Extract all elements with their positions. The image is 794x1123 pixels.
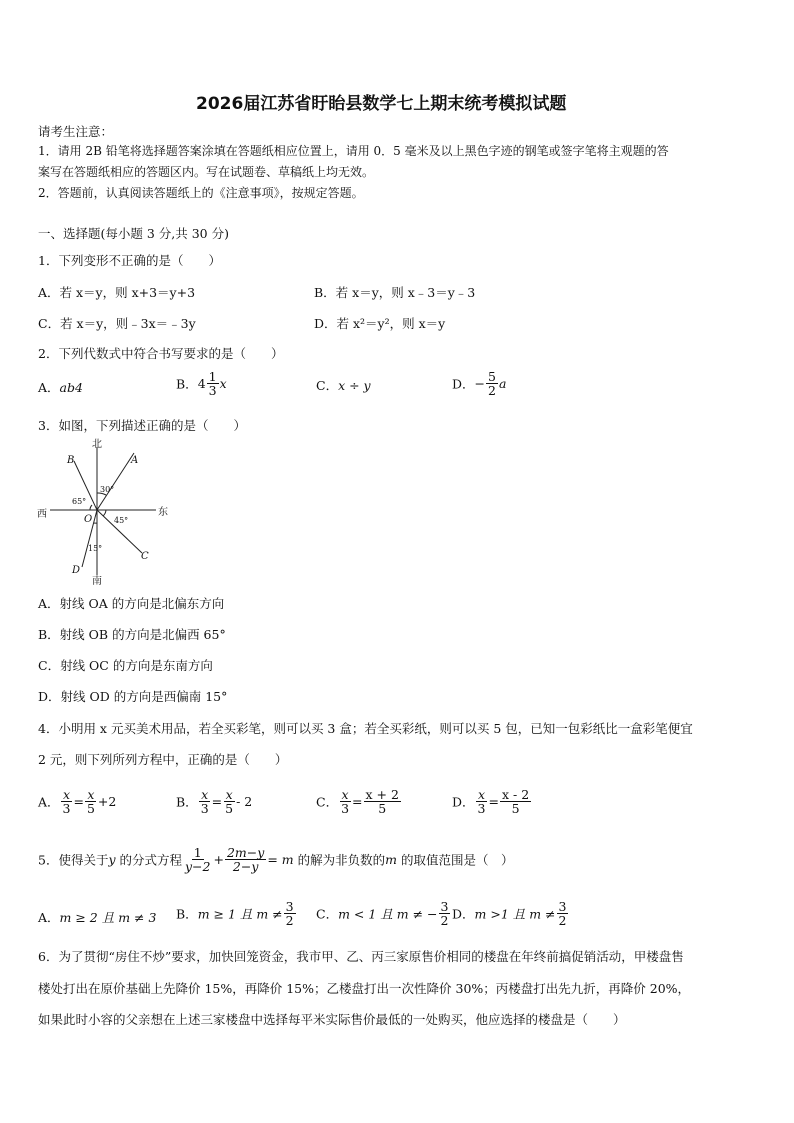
q5-option-c — [316, 900, 451, 927]
q2-option-b-label: B． — [176, 376, 198, 392]
q2-option-c-expr: x ÷ y — [338, 378, 371, 393]
q5-c-num: 3 — [440, 899, 449, 914]
q4-option-a-label: A． — [38, 794, 60, 810]
label-south: 南 — [92, 576, 102, 585]
q5-suffix-2: 的取值范围是（ ） — [396, 852, 514, 868]
q1-option-b: B．若 x＝y，则 x﹣3＝y﹣3 — [314, 285, 476, 300]
q4-b-r-num: x — [225, 787, 233, 802]
q3-option-d: D．射线 OD 的方向是西偏南 15° — [38, 689, 228, 704]
arc-65 — [90, 505, 92, 510]
q5-f1-den: y−2 — [185, 859, 211, 875]
angle-15: 15° — [88, 544, 103, 553]
q5-option-d-expr: m >1 且 m ≠ — [474, 906, 556, 922]
q4-d-r-den: 5 — [511, 801, 520, 817]
q5-f1-num: 1 — [193, 845, 202, 860]
q4-option-c — [316, 788, 402, 815]
q5-option-a-expr: m ≥ 2 且 m ≠ 3 — [59, 910, 157, 925]
q4-option-c-label: C． — [316, 794, 339, 810]
section-heading: 一、选择题(每小题 3 分,共 30 分) — [38, 226, 229, 241]
q2-option-d-sign: − — [474, 376, 486, 392]
q4-option-a-right — [85, 788, 97, 815]
q5-b-den: 2 — [285, 913, 294, 929]
q4-option-d-right — [500, 788, 531, 815]
q2-option-d-num: 5 — [488, 369, 496, 384]
q5-var-m: m — [385, 852, 397, 868]
label-east: 东 — [158, 507, 168, 518]
q5-d-den: 2 — [558, 913, 567, 929]
q5-f2-num: 2m−y — [226, 845, 265, 860]
q5-prefix: 5．使得关于 — [38, 852, 109, 868]
q2-option-a-label: A． — [38, 380, 60, 395]
q4-b-eq: = — [211, 794, 223, 810]
q4-stem-line-1: 4．小明用 x 元买美术用品，若全买彩笔，则可以买 3 盒；若全买彩纸，则可以买 5 包，已知一包彩纸比一盒彩笔便宜 — [38, 721, 693, 736]
q2-option-d-var: a — [498, 376, 507, 392]
q4-c-eq: = — [352, 794, 363, 810]
arc-45 — [103, 510, 106, 516]
q3-option-b: B．射线 OB 的方向是北偏西 65° — [38, 627, 226, 642]
angle-65: 65° — [72, 497, 87, 506]
q5-option-c-label: C． — [316, 906, 339, 922]
q2-option-c-label: C． — [316, 378, 339, 393]
q4-a-tail: +2 — [97, 794, 117, 810]
q4-option-b — [176, 788, 252, 815]
q5-d-num: 3 — [558, 899, 567, 914]
q2-option-b-var: x — [219, 376, 227, 392]
q2-option-a — [38, 380, 83, 396]
q5-var-y: y — [108, 852, 116, 868]
q4-b-tail: - 2 — [236, 794, 253, 810]
q5-eq: = m — [267, 852, 294, 868]
q4-option-b-label: B． — [176, 794, 198, 810]
q5-option-d-label: D． — [452, 906, 475, 922]
q5-mid: 的分式方程 — [115, 852, 182, 868]
q4-b-r-den: 5 — [225, 801, 234, 817]
q3-option-a: A．射线 OA 的方向是北偏东方向 — [38, 596, 225, 611]
q5-fraction-2 — [225, 846, 266, 873]
notice-item-1-line-2: 案写在答题纸相应的答题区内。写在试题卷、草稿纸上均无效。 — [38, 165, 375, 179]
label-c: C — [141, 551, 149, 562]
q4-option-b-right — [223, 788, 235, 815]
q5-option-b-expr: m ≥ 1 且 m ≠ — [197, 906, 283, 922]
label-north: 北 — [92, 439, 102, 450]
q2-option-b-whole: 4 — [197, 376, 206, 392]
q2-option-b-num: 1 — [208, 369, 217, 384]
q1-stem: 1．下列变形不正确的是（ ） — [38, 253, 221, 268]
q5-c-den: 2 — [440, 913, 449, 929]
q4-a-r-num: x — [87, 787, 95, 802]
q2-option-b — [176, 370, 227, 397]
q5-option-d-fraction — [557, 900, 569, 927]
q5-fraction-1 — [183, 846, 213, 873]
compass-figure — [34, 437, 174, 585]
q5-f2-den: 2−y — [232, 859, 259, 875]
q4-a-l-num: x — [62, 787, 71, 802]
q5-option-b-fraction — [284, 900, 296, 927]
q4-a-l-den: 3 — [62, 801, 71, 817]
q4-option-b-left — [199, 788, 211, 815]
q4-stem-line-2: 2 元，则下列所列方程中，正确的是（ ） — [38, 752, 288, 767]
q3-option-c: C．射线 OC 的方向是东南方向 — [38, 658, 213, 673]
label-b: B — [67, 455, 75, 466]
q2-option-b-fraction — [207, 370, 219, 397]
q5-plus: + — [213, 852, 224, 868]
notice-heading: 请考生注意： — [38, 124, 114, 139]
q4-c-l-num: x — [341, 787, 349, 802]
q4-d-eq: = — [488, 794, 499, 810]
q4-b-l-den: 3 — [200, 801, 209, 817]
q5-option-a — [38, 910, 156, 926]
q5-b-num: 3 — [285, 899, 294, 914]
q5-suffix-1: 的解为非负数的 — [293, 852, 386, 868]
q4-option-d-label: D． — [452, 794, 475, 810]
label-o: O — [84, 514, 93, 525]
q5-option-b — [176, 900, 297, 927]
notice-item-2: 2．答题前，认真阅读答题纸上的《注意事项》，按规定答题。 — [38, 186, 364, 200]
q2-option-d — [452, 370, 506, 397]
q5-stem — [38, 846, 513, 873]
q5-option-c-expr: m < 1 且 m ≠ − — [338, 906, 438, 922]
q4-c-r-den: 5 — [378, 801, 387, 817]
label-a: A — [131, 455, 139, 466]
q2-option-d-label: D． — [452, 376, 475, 392]
q6-stem-line-1: 6．为了贯彻“房住不炒”要求，加快回笼资金，我市甲、乙、丙三家原售价相同的楼盘在年终前搞促销活动，甲楼盘售 — [38, 949, 684, 964]
q5-option-b-label: B． — [176, 906, 198, 922]
q4-option-a-left — [61, 788, 73, 815]
q2-option-d-fraction — [486, 370, 498, 397]
q4-option-c-right — [364, 788, 401, 815]
q2-stem: 2．下列代数式中符合书写要求的是（ ） — [38, 346, 284, 361]
q5-option-c-fraction — [439, 900, 451, 927]
angle-30: 30° — [100, 485, 115, 494]
q4-b-l-num: x — [201, 787, 209, 802]
q6-stem-line-2: 楼处打出在原价基础上先降价 15%，再降价 15%；乙楼盘打出一次性降价 30%；丙楼盘打出先九折，再降价 20%， — [38, 981, 691, 996]
q4-option-d — [452, 788, 532, 815]
q1-option-a: A．若 x＝y，则 x+3＝y+3 — [38, 285, 196, 300]
page-title: 2026届江苏省盱眙县数学七上期末统考模拟试题 — [196, 94, 567, 114]
q4-d-l-num: x — [477, 787, 486, 802]
label-west: 西 — [37, 509, 47, 520]
notice-item-1-line-1: 1．请用 2B 铅笔将选择题答案涂填在答题纸相应位置上，请用 0．5 毫米及以上黑色字迹的钢笔或签字笔将主观题的答 — [38, 144, 669, 158]
q4-a-eq: = — [73, 794, 84, 810]
q4-c-l-den: 3 — [341, 801, 350, 817]
q5-option-d — [452, 900, 569, 927]
q4-c-r-num: x + 2 — [365, 787, 399, 802]
q4-a-r-den: 5 — [86, 801, 95, 817]
q1-option-d: D．若 x²＝y²，则 x＝y — [314, 316, 446, 331]
q4-option-a — [38, 788, 116, 815]
q6-stem-line-3: 如果此时小容的父亲想在上述三家楼盘中选择每平米实际售价最低的一处购买，他应选择的楼盘是（ ） — [38, 1012, 626, 1027]
q5-option-a-label: A． — [38, 910, 60, 925]
angle-45: 45° — [114, 516, 129, 525]
q3-stem: 3．如图，下列描述正确的是（ ） — [38, 418, 246, 433]
q2-option-c — [316, 378, 371, 394]
q4-option-d-left — [476, 788, 488, 815]
ray-oa — [97, 453, 134, 510]
q2-option-d-den: 2 — [488, 383, 496, 399]
q2-option-a-expr: ab4 — [59, 380, 83, 395]
label-d: D — [72, 565, 81, 576]
q4-option-c-left — [339, 788, 351, 815]
q4-d-l-den: 3 — [477, 801, 486, 817]
q4-d-r-num: x - 2 — [501, 787, 530, 802]
q1-option-c: C．若 x＝y，则﹣3x＝﹣3y — [38, 316, 196, 331]
q2-option-b-den: 3 — [208, 383, 217, 399]
